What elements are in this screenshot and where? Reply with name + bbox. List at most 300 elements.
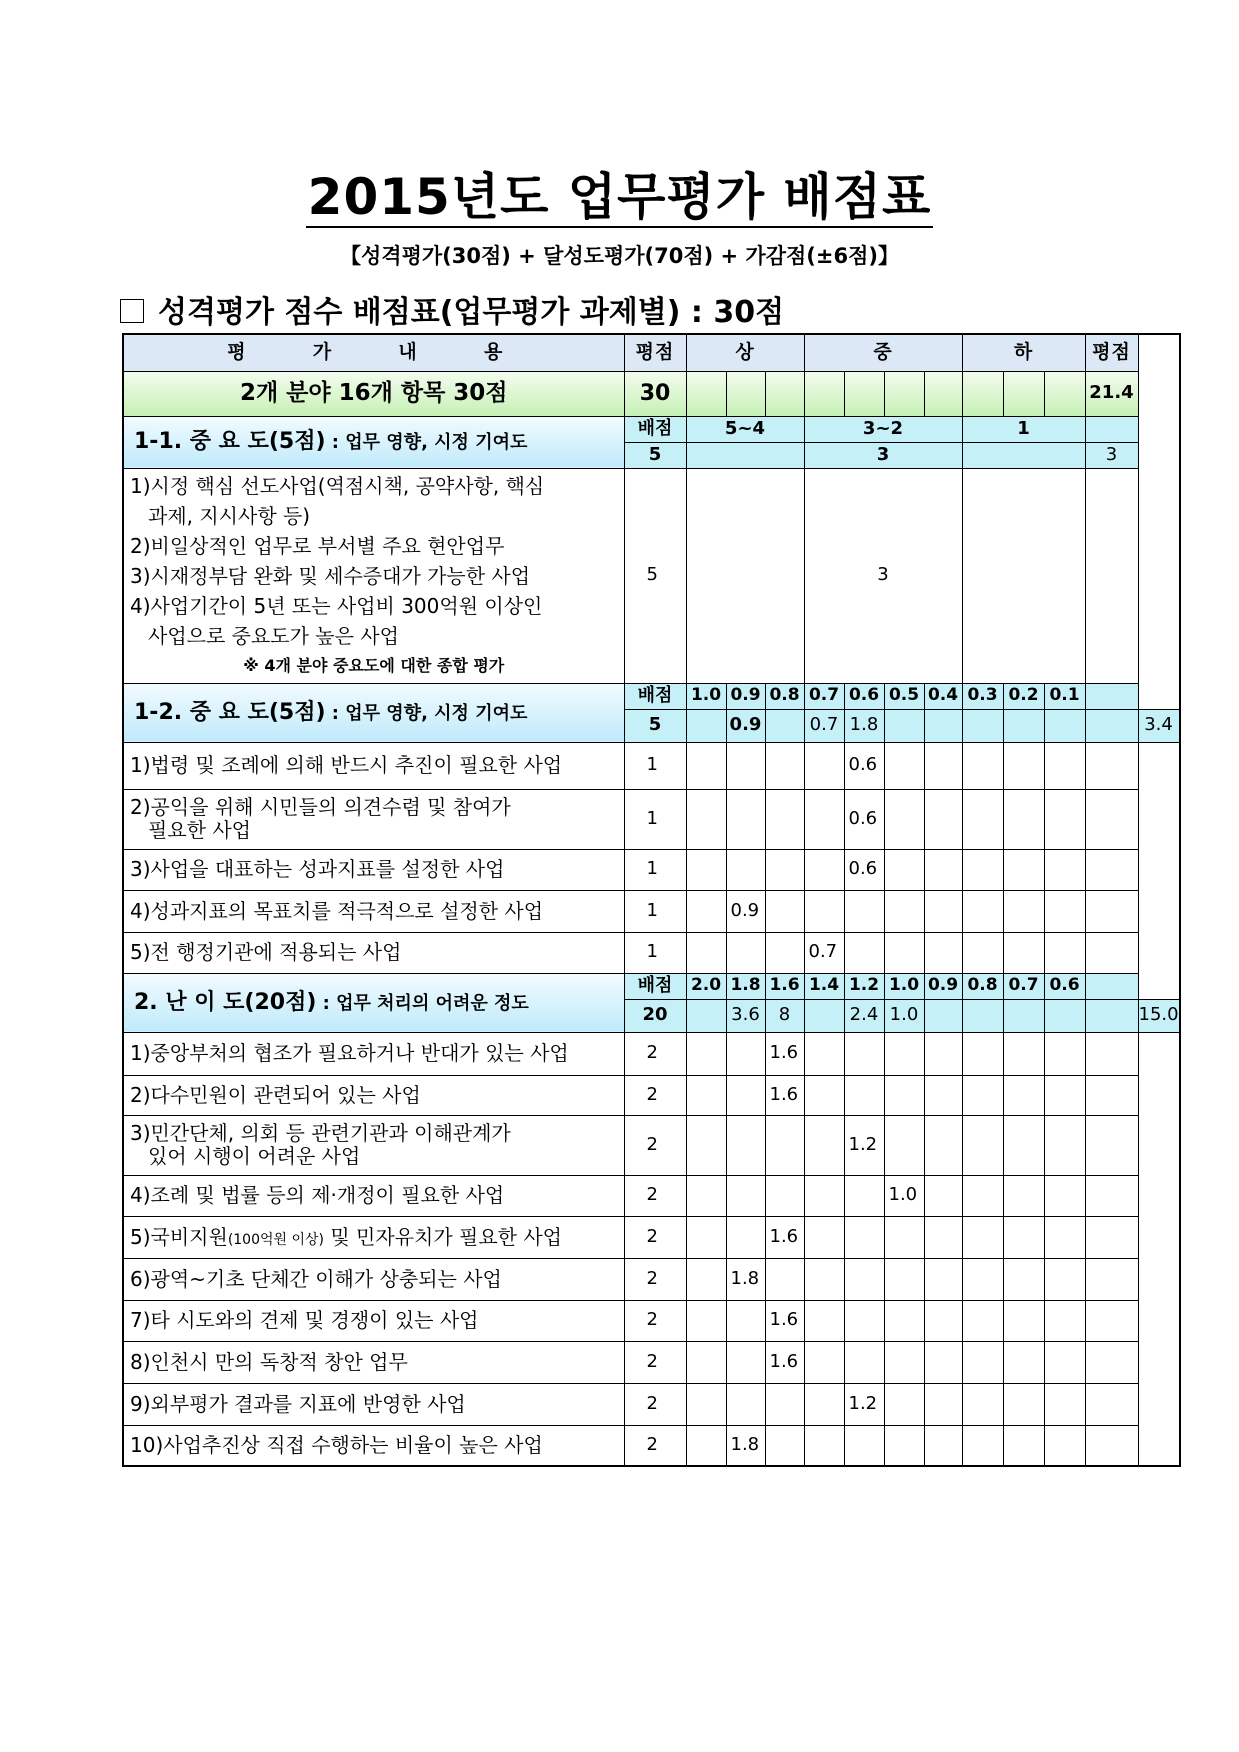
- item-cell: [924, 1425, 962, 1466]
- item-cell: 1.0: [884, 1175, 924, 1216]
- item-cell: [884, 890, 924, 932]
- item-score: 2: [624, 1258, 686, 1300]
- item-score: 2: [624, 1032, 686, 1075]
- item-cell: [726, 1175, 765, 1216]
- item-cell: [884, 1425, 924, 1466]
- baejeom-label: 배점: [624, 683, 686, 709]
- empty-cell: [1085, 416, 1138, 442]
- item-cell: 0.6: [844, 789, 884, 849]
- level-sum: 0.9: [726, 709, 765, 742]
- item-cell: 0.6: [844, 849, 884, 890]
- item-text: 10)사업추진상 직접 수행하는 비율이 높은 사업: [130, 1432, 543, 1457]
- item-score: 1: [624, 789, 686, 849]
- item-cell: 1.2: [844, 1115, 884, 1175]
- item-cell: [1003, 1258, 1044, 1300]
- item-cell: [844, 1258, 884, 1300]
- item-cell: [962, 1175, 1003, 1216]
- item-score: 5: [624, 468, 686, 683]
- level-sum: [1044, 709, 1085, 742]
- category-1-items: [123, 468, 624, 683]
- level-sum: [1085, 999, 1138, 1032]
- header-mid: 중: [804, 334, 962, 371]
- item-cell: [804, 1216, 844, 1258]
- level-header: 0.3: [962, 683, 1003, 709]
- item-cell: [1003, 1175, 1044, 1216]
- item-cell: [884, 1258, 924, 1300]
- item-cell: [686, 1175, 726, 1216]
- item-cell: [726, 1075, 765, 1115]
- item-cell: 1.2: [844, 1383, 884, 1425]
- item-description: [123, 1341, 624, 1383]
- level-sum: [686, 999, 726, 1032]
- item-cell: [924, 1032, 962, 1075]
- item-cell: [962, 742, 1003, 789]
- item-cell: [804, 1175, 844, 1216]
- level-header: 0.9: [726, 683, 765, 709]
- item-cell: [1003, 1115, 1044, 1175]
- level-header: [1085, 683, 1138, 709]
- item-cell: [1003, 789, 1044, 849]
- item-description: [123, 1032, 624, 1075]
- level-sum: [1003, 709, 1044, 742]
- table-row: [123, 468, 1180, 683]
- item-cell: [924, 742, 962, 789]
- item-text: 3)민간단체, 의회 등 관련기관과 이해관계가: [130, 1121, 511, 1145]
- item-cell: [962, 1032, 1003, 1075]
- level-sum: 8: [765, 999, 804, 1032]
- item-cell: [1003, 1075, 1044, 1115]
- table-row: [123, 1383, 1180, 1425]
- table-row: [123, 1115, 1180, 1175]
- item-cell: [924, 1216, 962, 1258]
- item-cell: [1003, 932, 1044, 973]
- high-cell: [686, 468, 804, 683]
- item-cell: 1.6: [765, 1075, 804, 1115]
- item-cell: [765, 849, 804, 890]
- item-score: 2: [624, 1383, 686, 1425]
- item-cell: [962, 1300, 1003, 1341]
- item-cell: [884, 789, 924, 849]
- item-cell: [765, 1383, 804, 1425]
- item-cell: [924, 1075, 962, 1115]
- item-cell: [1003, 890, 1044, 932]
- summary-cell: [726, 371, 765, 416]
- item-cell: [686, 932, 726, 973]
- item-score: 2: [624, 1425, 686, 1466]
- item-cell: [1044, 849, 1085, 890]
- summary-cell: [844, 371, 884, 416]
- item-cell: [1044, 1383, 1085, 1425]
- item-cell: [1085, 890, 1138, 932]
- page-subtitle: 【성격평가(30점) + 달성도평가(70점) + 가감점(±6점)】: [340, 244, 899, 268]
- level-header: 0.4: [924, 683, 962, 709]
- item-cell: [726, 1300, 765, 1341]
- item-cell: [804, 742, 844, 789]
- item-cell: [686, 1300, 726, 1341]
- summary-total: 21.4: [1085, 371, 1138, 416]
- header-score: 평점: [624, 334, 686, 371]
- item-cell: [1003, 742, 1044, 789]
- checkbox-square-icon: [120, 299, 144, 323]
- item-cell: [1085, 742, 1138, 789]
- table-row: [123, 334, 1180, 371]
- item-cell: [884, 1341, 924, 1383]
- item-cell: [686, 849, 726, 890]
- table-row: [123, 789, 1180, 849]
- category-score: 5: [624, 442, 686, 468]
- item-cell: [844, 1300, 884, 1341]
- summary-cell: [804, 371, 844, 416]
- level-sum: [804, 999, 844, 1032]
- level-sum: [1085, 709, 1138, 742]
- item-cell: [686, 1032, 726, 1075]
- level-header: 1.0: [884, 973, 924, 999]
- item-cell: [924, 932, 962, 973]
- item-cell: [765, 890, 804, 932]
- item-text-cont: 과제, 지시사항 등): [148, 503, 311, 528]
- item-cell: [1044, 789, 1085, 849]
- summary-cell: [1003, 371, 1044, 416]
- item-cell: [1044, 1175, 1085, 1216]
- item-text: 1)중앙부처의 협조가 필요하거나 반대가 있는 사업: [130, 1041, 569, 1065]
- item-cell: [1044, 932, 1085, 973]
- item-description: [123, 849, 624, 890]
- level-sum: [962, 709, 1003, 742]
- item-text: 3)시재정부담 완화 및 세수증대가 가능한 사업: [130, 563, 531, 588]
- category-title: 2. 난 이 도(20점): [134, 989, 317, 1015]
- category-title: 1-2. 중 요 도(5점): [134, 699, 326, 725]
- category-title: 1-1. 중 요 도(5점): [134, 429, 326, 455]
- item-cell: [765, 932, 804, 973]
- item-cell: [726, 1032, 765, 1075]
- level-sum: 1.0: [884, 999, 924, 1032]
- item-cell: [1085, 849, 1138, 890]
- table-row: [123, 1300, 1180, 1341]
- low-value: [962, 442, 1085, 468]
- item-cell: 1.6: [765, 1032, 804, 1075]
- category-total: 15.0: [1138, 999, 1180, 1032]
- level-sum: [1003, 999, 1044, 1032]
- item-cell: 0.7: [804, 932, 844, 973]
- item-description: [123, 1425, 624, 1466]
- item-score: 1: [624, 742, 686, 789]
- item-description: [123, 1075, 624, 1115]
- page-title: 2015년도 업무평가 배점표: [307, 168, 932, 226]
- item-cell: [1085, 1075, 1138, 1115]
- summary-label: 2개 분야 16개 항목 30점: [123, 371, 624, 416]
- item-text: 5)국비지원: [130, 1224, 228, 1249]
- item-cell: [765, 1115, 804, 1175]
- category-score: 5: [624, 709, 686, 742]
- item-cell: [844, 1175, 884, 1216]
- level-header: 0.1: [1044, 683, 1085, 709]
- item-text: 2)다수민원이 관련되어 있는 사업: [130, 1082, 421, 1107]
- item-cell: [804, 1075, 844, 1115]
- item-cell: [884, 1300, 924, 1341]
- baejeom-label: 배점: [624, 416, 686, 442]
- level-header: 0.7: [1003, 973, 1044, 999]
- category-score: 20: [624, 999, 686, 1032]
- level-header: 0.6: [1044, 973, 1085, 999]
- table-row: [123, 932, 1180, 973]
- item-cell: [1085, 789, 1138, 849]
- level-header: 0.5: [884, 683, 924, 709]
- item-cell: [962, 1341, 1003, 1383]
- level-header: 0.9: [924, 973, 962, 999]
- item-cell: [1003, 849, 1044, 890]
- header-high: 상: [686, 334, 804, 371]
- item-text: [130, 1226, 618, 1249]
- item-cell: [962, 1115, 1003, 1175]
- item-cell: [686, 1383, 726, 1425]
- item-description: [123, 789, 624, 849]
- category-2-label: [123, 683, 624, 742]
- level-sum: 1.8: [844, 709, 884, 742]
- item-cell: [1085, 1383, 1138, 1425]
- item-text: 4)성과지표의 목표치를 적극적으로 설정한 사업: [130, 898, 544, 923]
- item-cell: [686, 1216, 726, 1258]
- item-cell: [924, 1341, 962, 1383]
- item-cell: [962, 1075, 1003, 1115]
- item-text: 및 민자유치가 필요한 사업: [324, 1224, 562, 1249]
- item-cell: 1.6: [765, 1300, 804, 1341]
- item-score: 2: [624, 1115, 686, 1175]
- item-cell: [1044, 890, 1085, 932]
- category-subtitle: : 업무 영향, 시정 기여도: [325, 432, 528, 454]
- item-score: 2: [624, 1075, 686, 1115]
- table-row: [123, 1075, 1180, 1115]
- item-cell: [1044, 1258, 1085, 1300]
- item-cell: 1.8: [726, 1425, 765, 1466]
- item-cell: 1.8: [726, 1258, 765, 1300]
- baejeom-label: 배점: [624, 973, 686, 999]
- item-cell: [726, 1341, 765, 1383]
- header-score2: 평점: [1085, 334, 1138, 371]
- summary-cell: [1044, 371, 1085, 416]
- item-cell: [962, 849, 1003, 890]
- table-row: [123, 371, 1180, 416]
- low-cell: [962, 468, 1085, 683]
- item-score: 1: [624, 849, 686, 890]
- item-cell: [1044, 1425, 1085, 1466]
- item-cell: [686, 1425, 726, 1466]
- item-cell: [924, 789, 962, 849]
- item-cell: [962, 1258, 1003, 1300]
- item-cell: [962, 1216, 1003, 1258]
- item-description: [123, 1258, 624, 1300]
- item-cell: [924, 1258, 962, 1300]
- item-text: 4)사업기간이 5년 또는 사업비 300억원 이상인: [130, 593, 543, 618]
- table-row: [123, 973, 1180, 999]
- item-cell: [884, 742, 924, 789]
- item-cell: [844, 1075, 884, 1115]
- category-subtitle: : 업무 처리의 어려운 정도: [316, 992, 529, 1014]
- level-sum: 3.6: [726, 999, 765, 1032]
- level-header: 1.4: [804, 973, 844, 999]
- item-cell: [924, 1115, 962, 1175]
- item-cell: [1085, 1216, 1138, 1258]
- item-text: 4)조례 및 법률 등의 제·개정이 필요한 사업: [130, 1183, 505, 1207]
- item-cell: 0.6: [844, 742, 884, 789]
- item-cell: [1085, 1115, 1138, 1175]
- level-sum: [924, 709, 962, 742]
- summary-cell: [765, 371, 804, 416]
- item-cell: [804, 1383, 844, 1425]
- level-sum: [765, 709, 804, 742]
- item-text: 3)사업을 대표하는 성과지표를 설정한 사업: [130, 857, 505, 881]
- item-cell: [1085, 1341, 1138, 1383]
- item-text-small: (100억원 이상): [227, 1231, 325, 1248]
- level-header: 1.8: [726, 973, 765, 999]
- item-text-cont: 있어 시행이 어려운 사업: [148, 1144, 361, 1168]
- item-text: 2)비일상적인 업무로 부서별 주요 현안업무: [130, 533, 505, 558]
- summary-cell: [924, 371, 962, 416]
- item-text: 7)타 시도와의 견제 및 경쟁이 있는 사업: [130, 1308, 479, 1332]
- item-cell: [1003, 1216, 1044, 1258]
- item-cell: [1044, 742, 1085, 789]
- item-cell: [1044, 1341, 1085, 1383]
- item-cell: [844, 1425, 884, 1466]
- item-cell: [1044, 1300, 1085, 1341]
- item-cell: [844, 1216, 884, 1258]
- item-cell: [804, 1341, 844, 1383]
- item-cell: [1003, 1425, 1044, 1466]
- level-header: 1.0: [686, 683, 726, 709]
- item-cell: [884, 1032, 924, 1075]
- item-cell: [726, 789, 765, 849]
- item-cell: [1044, 1115, 1085, 1175]
- table-row: [123, 1216, 1180, 1258]
- mid-range: 3~2: [804, 416, 962, 442]
- item-cell: [1003, 1300, 1044, 1341]
- item-cell: [924, 890, 962, 932]
- item-score: 2: [624, 1341, 686, 1383]
- item-text-cont: 필요한 사업: [148, 818, 251, 842]
- item-cell: [962, 789, 1003, 849]
- item-description: [123, 742, 624, 789]
- level-sum: 0.7: [804, 709, 844, 742]
- item-cell: [884, 849, 924, 890]
- item-cell: [726, 1115, 765, 1175]
- item-cell: [765, 1425, 804, 1466]
- item-description: [123, 1383, 624, 1425]
- item-cell: [804, 849, 844, 890]
- level-header: 0.7: [804, 683, 844, 709]
- item-cell: [844, 890, 884, 932]
- item-cell: [726, 932, 765, 973]
- item-description: [123, 1115, 624, 1175]
- item-cell: [1085, 1258, 1138, 1300]
- item-cell: [686, 1115, 726, 1175]
- high-range: 5~4: [686, 416, 804, 442]
- table-row: [123, 1032, 1180, 1075]
- item-cell: [924, 1383, 962, 1425]
- item-cell: [804, 1115, 844, 1175]
- item-cell: [1003, 1383, 1044, 1425]
- mid-value: 3: [804, 442, 962, 468]
- item-cell: [962, 932, 1003, 973]
- level-header: 0.8: [765, 683, 804, 709]
- table-row: [123, 1258, 1180, 1300]
- item-cell: [804, 1032, 844, 1075]
- item-cell: [765, 1258, 804, 1300]
- item-cell: [804, 890, 844, 932]
- empty-cell: [1085, 468, 1138, 683]
- item-score: 2: [624, 1300, 686, 1341]
- item-cell: [1085, 1300, 1138, 1341]
- item-cell: [1085, 1175, 1138, 1216]
- item-score: 2: [624, 1216, 686, 1258]
- item-text: 6)광역~기초 단체간 이해가 상충되는 사업: [130, 1266, 502, 1291]
- table-row: [123, 1341, 1180, 1383]
- item-cell: 0.9: [726, 890, 765, 932]
- item-cell: [686, 789, 726, 849]
- item-cell: [924, 849, 962, 890]
- level-header: [1085, 973, 1138, 999]
- item-cell: [1085, 1032, 1138, 1075]
- item-cell: [804, 1300, 844, 1341]
- section-heading: 성격평가 점수 배점표(업무평가 과제별) : 30점: [120, 287, 784, 331]
- item-score: 1: [624, 890, 686, 932]
- item-cell: 1.6: [765, 1341, 804, 1383]
- header-low: 하: [962, 334, 1085, 371]
- low-range: 1: [962, 416, 1085, 442]
- item-cell: [804, 1258, 844, 1300]
- summary-cell: [962, 371, 1003, 416]
- item-cell: [884, 1383, 924, 1425]
- item-cell: [1044, 1075, 1085, 1115]
- item-cell: [1044, 1216, 1085, 1258]
- level-sum: 2.4: [844, 999, 884, 1032]
- level-header: 2.0: [686, 973, 726, 999]
- item-cell: [844, 1341, 884, 1383]
- item-cell: [1003, 1341, 1044, 1383]
- item-text: 9)외부평가 결과를 지표에 반영한 사업: [130, 1391, 466, 1416]
- table-row: [123, 1425, 1180, 1466]
- item-text: 8)인천시 만의 독창적 창안 업무: [130, 1349, 408, 1374]
- item-text: 1)시정 핵심 선도사업(역점시책, 공약사항, 핵심: [130, 473, 545, 498]
- item-cell: [804, 1425, 844, 1466]
- item-cell: [884, 1115, 924, 1175]
- table-row: [123, 683, 1180, 709]
- table-row: [123, 742, 1180, 789]
- high-value: [686, 442, 804, 468]
- level-sum: [686, 709, 726, 742]
- item-cell: [765, 1175, 804, 1216]
- table-row: [123, 890, 1180, 932]
- item-cell: [962, 1425, 1003, 1466]
- level-sum: [962, 999, 1003, 1032]
- item-cell: [1003, 1032, 1044, 1075]
- header-content: 평 가 내 용: [123, 334, 624, 371]
- item-score: 2: [624, 1175, 686, 1216]
- item-cell: [726, 1383, 765, 1425]
- category-total: 3: [1085, 442, 1138, 468]
- item-cell: [726, 1216, 765, 1258]
- category-subtitle: : 업무 영향, 시정 기여도: [325, 702, 528, 724]
- level-header: 1.6: [765, 973, 804, 999]
- category-total: 3.4: [1138, 709, 1180, 742]
- item-cell: [686, 742, 726, 789]
- item-cell: [686, 1258, 726, 1300]
- item-text: 2)공익을 위해 시민들의 의견수렴 및 참여가: [130, 795, 511, 819]
- item-cell: [1085, 932, 1138, 973]
- item-value: 3: [804, 468, 962, 683]
- item-cell: [924, 1300, 962, 1341]
- level-sum: [884, 709, 924, 742]
- item-cell: [765, 789, 804, 849]
- note-text: ※ 4개 분야 중요도에 대한 종합 평가: [243, 655, 505, 675]
